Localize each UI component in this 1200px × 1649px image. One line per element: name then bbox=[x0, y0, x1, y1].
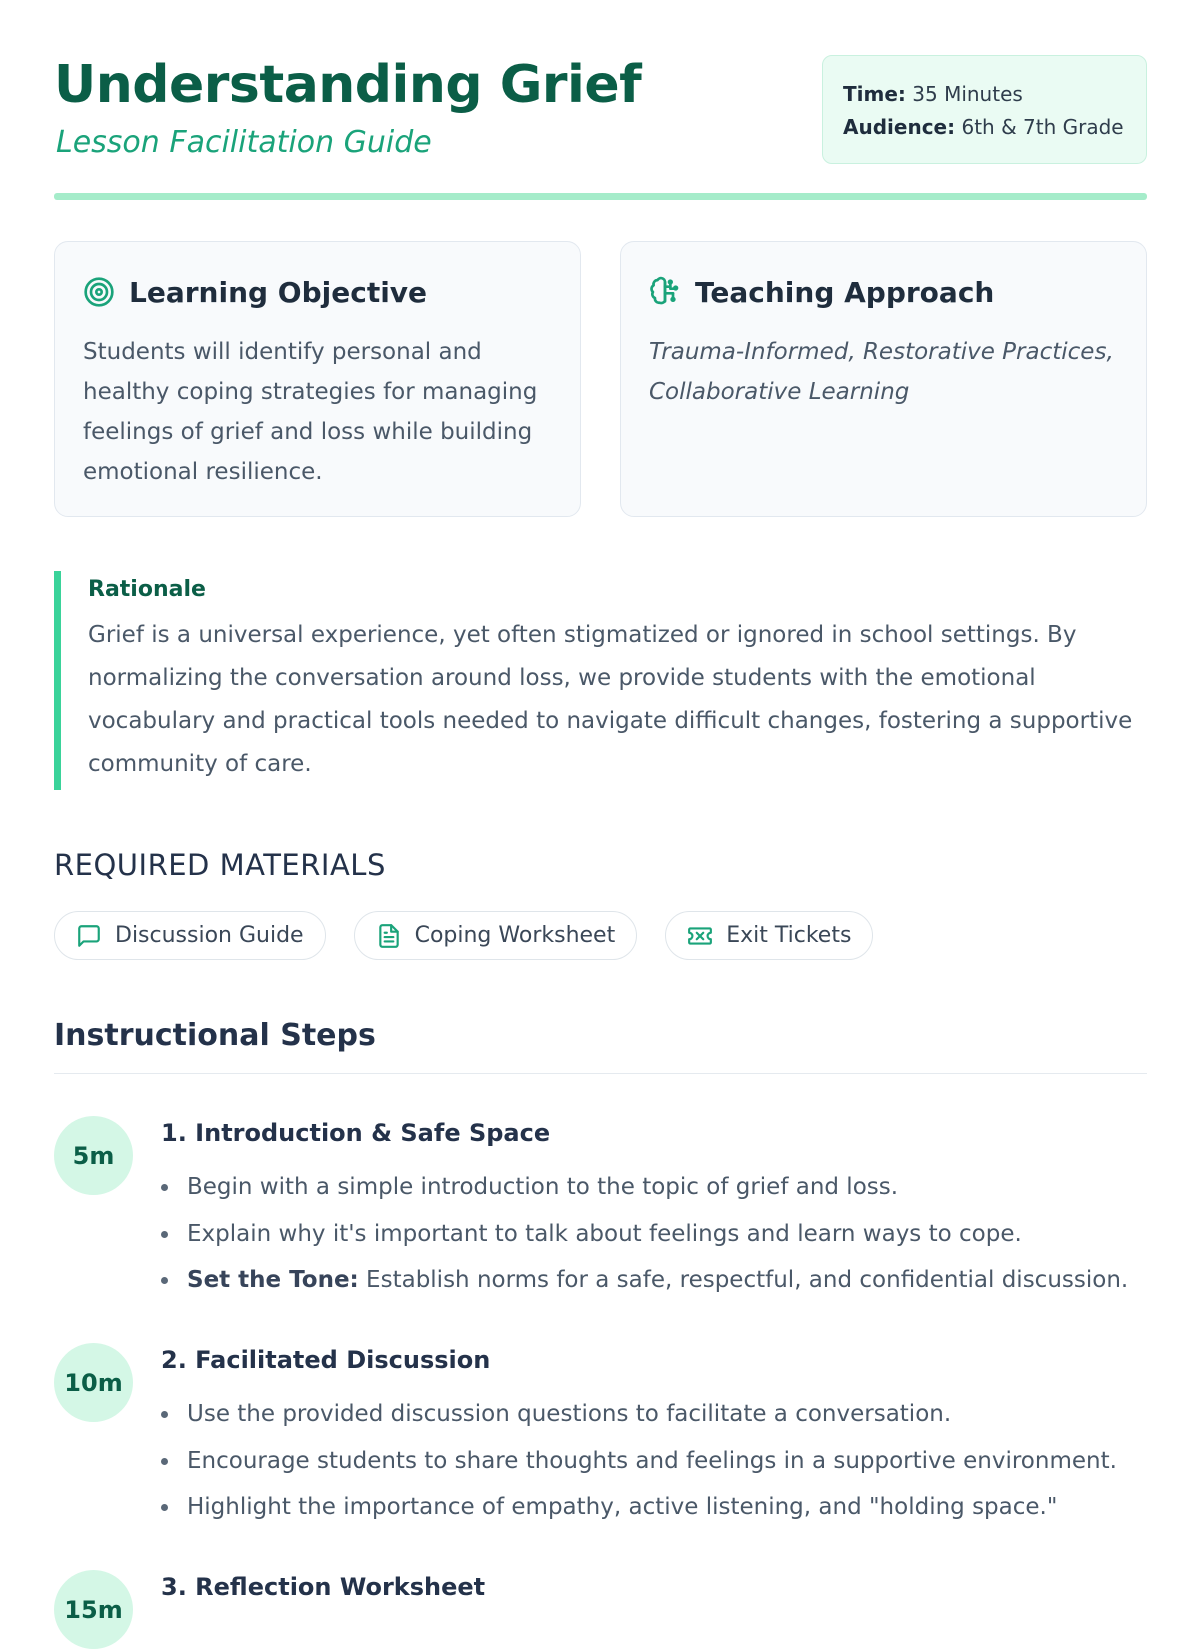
ticket-icon bbox=[687, 923, 713, 949]
rationale-text: Grief is a universal experience, yet often stigmatized or ignored in school settings. By normalizing the conversation around loss, we provide students with the emotional vocabulary and practical tools needed to navigate difficult changes, fostering a supportive community of care. bbox=[88, 622, 1133, 777]
time-label: Time: bbox=[843, 82, 906, 106]
audience-value: 6th & 7th Grade bbox=[961, 115, 1124, 139]
teaching-approach-title: Teaching Approach bbox=[695, 275, 995, 309]
header bbox=[54, 55, 1147, 200]
step-bullet bbox=[161, 1164, 1151, 1211]
step-bullet-list bbox=[161, 1391, 1151, 1531]
material-label: Discussion Guide bbox=[115, 923, 304, 948]
lesson-meta-box bbox=[822, 55, 1147, 164]
audience-label: Audience: bbox=[843, 115, 956, 139]
step-bullet-bold: Set the Tone: bbox=[187, 1267, 359, 1293]
step-bullet-text: Use the provided discussion questions to facilitate a conversation. bbox=[187, 1401, 952, 1427]
target-icon bbox=[83, 276, 115, 308]
brain-icon bbox=[649, 276, 681, 308]
step-duration-badge: 15m bbox=[54, 1570, 133, 1649]
learning-objective-title: Learning Objective bbox=[129, 275, 428, 309]
step-bullet bbox=[161, 1391, 1151, 1438]
material-label: Coping Worksheet bbox=[414, 923, 616, 948]
materials-list bbox=[54, 911, 901, 960]
header-divider bbox=[54, 193, 1147, 200]
step-bullet-list bbox=[161, 1164, 1151, 1304]
step-title: 2. Facilitated Discussion bbox=[161, 1346, 491, 1374]
step-bullet-text: Highlight the importance of empathy, active listening, and "holding space." bbox=[187, 1494, 1058, 1520]
page-subtitle: Lesson Facilitation Guide bbox=[56, 125, 432, 160]
material-label: Exit Tickets bbox=[726, 923, 852, 948]
materials-heading: REQUIRED MATERIALS bbox=[54, 848, 386, 882]
file-text-icon bbox=[376, 923, 402, 949]
step-duration-badge: 5m bbox=[54, 1116, 133, 1195]
step-bullet-text: Begin with a simple introduction to the topic of grief and loss. bbox=[187, 1174, 899, 1200]
step-bullet bbox=[161, 1257, 1151, 1304]
step-bullet bbox=[161, 1211, 1151, 1258]
rationale-block bbox=[54, 571, 1147, 790]
teaching-approach-text: Trauma-Informed, Restorative Practices, Collaborative Learning bbox=[649, 339, 1114, 405]
learning-objective-card bbox=[54, 241, 581, 517]
rationale-title: Rationale bbox=[88, 577, 206, 602]
step-bullet-text: Establish norms for a safe, respectful, and confidential discussion. bbox=[358, 1267, 1129, 1293]
material-chip-coping-worksheet bbox=[354, 911, 638, 960]
message-square-icon bbox=[76, 923, 102, 949]
step-bullet bbox=[161, 1438, 1151, 1485]
step-bullet bbox=[161, 1484, 1151, 1531]
steps-divider bbox=[54, 1073, 1147, 1074]
step-title: 3. Reflection Worksheet bbox=[161, 1573, 486, 1601]
material-chip-discussion-guide bbox=[54, 911, 326, 960]
time-value: 35 Minutes bbox=[912, 82, 1023, 106]
teaching-approach-card bbox=[620, 241, 1147, 517]
material-chip-exit-tickets bbox=[665, 911, 873, 960]
page-title: Understanding Grief bbox=[54, 55, 642, 115]
step-duration-badge: 10m bbox=[54, 1343, 133, 1422]
step-title: 1. Introduction & Safe Space bbox=[161, 1119, 551, 1147]
step-bullet-text: Explain why it's important to talk about feelings and learn ways to cope. bbox=[187, 1220, 1022, 1247]
time-row bbox=[843, 78, 1126, 111]
steps-heading: Instructional Steps bbox=[54, 1018, 376, 1053]
learning-objective-text: Students will identify personal and healthy coping strategies for managing feelings of grief and loss while building emotional resilience. bbox=[83, 339, 538, 485]
step-bullet-text: Encourage students to share thoughts and feelings in a supportive environment. bbox=[187, 1447, 1117, 1474]
audience-row bbox=[843, 111, 1126, 144]
